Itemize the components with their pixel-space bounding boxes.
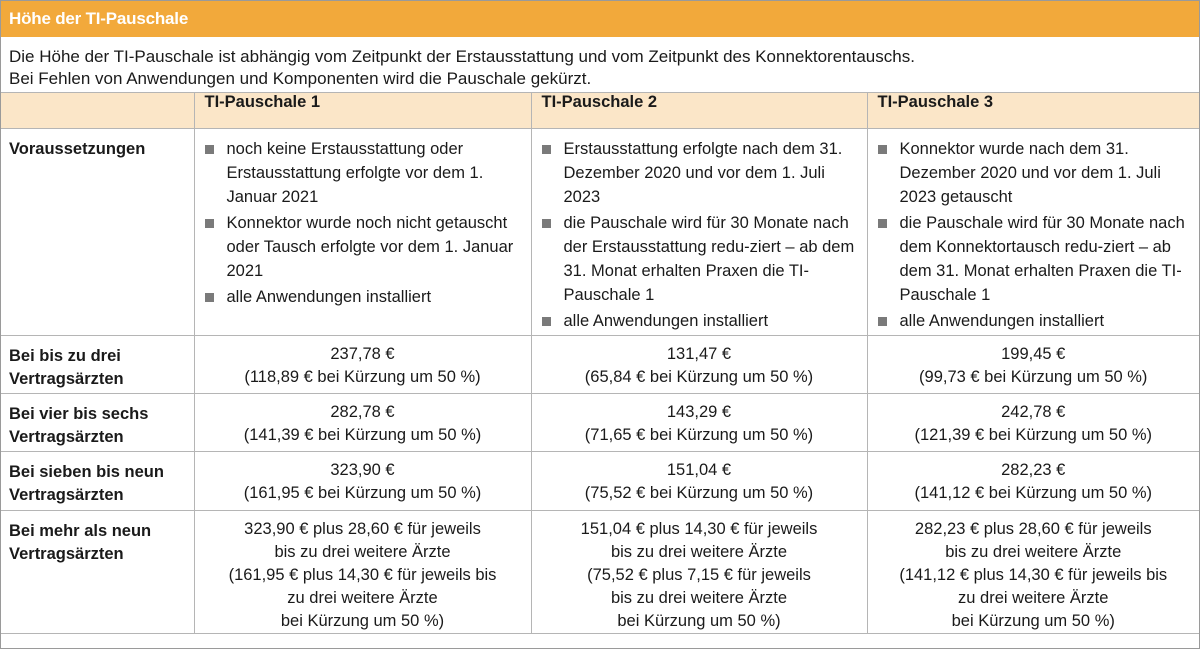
list-item: alle Anwendungen installiert	[542, 309, 861, 333]
column-header: TI-Pauschale 3	[867, 93, 1199, 129]
amount-cell: 237,78 € (118,89 € bei Kürzung um 50 %)	[194, 336, 531, 394]
intro-line: Die Höhe der TI-Pauschale ist abhängig vom Zeitpunkt der Erstausstattung und vom Zeitpunkt des Konnektorentauschs.	[9, 47, 915, 66]
amount-cell: 151,04 € (75,52 € bei Kürzung um 50 %)	[531, 452, 867, 511]
list-item: die Pauschale wird für 30 Monate nach dem Konnektortausch redu-ziert – ab dem 31. Monat erhalten Praxen die TI-Pauschale 1	[878, 211, 1194, 307]
column-header: TI-Pauschale 1	[194, 93, 531, 129]
requirements-cell	[867, 129, 1199, 336]
column-header: TI-Pauschale 2	[531, 93, 867, 129]
list-item: noch keine Erstausstattung oder Erstausstattung erfolgte vor dem 1. Januar 2021	[205, 137, 525, 209]
amount-cell: 282,78 € (141,39 € bei Kürzung um 50 %)	[194, 394, 531, 452]
header-corner	[1, 93, 194, 129]
requirements-cell	[194, 129, 531, 336]
table-row	[1, 511, 1199, 634]
list-item: Konnektor wurde nach dem 31. Dezember 2020 und vor dem 1. Juli 2023 getauscht	[878, 137, 1194, 209]
square-bullet-icon	[205, 293, 214, 302]
amount-cell: 323,90 € plus 28,60 € für jeweils bis zu drei weitere Ärzte (161,95 € plus 14,30 € für jeweils bis zu drei weitere Ärzte bei Kürzung um 50 %)	[194, 511, 531, 634]
row-label: Bei bis zu drei Vertragsärzten	[1, 336, 194, 394]
amount-cell: 323,90 € (161,95 € bei Kürzung um 50 %)	[194, 452, 531, 511]
square-bullet-icon	[542, 145, 551, 154]
table-row	[1, 336, 1199, 394]
pauschale-table	[1, 93, 1199, 634]
amount-cell: 131,47 € (65,84 € bei Kürzung um 50 %)	[531, 336, 867, 394]
list-item: die Pauschale wird für 30 Monate nach der Erstausstattung redu-ziert – ab dem 31. Monat erhalten Praxen die TI-Pauschale 1	[542, 211, 861, 307]
amount-cell: 143,29 € (71,65 € bei Kürzung um 50 %)	[531, 394, 867, 452]
intro-line: Bei Fehlen von Anwendungen und Komponenten wird die Pauschale gekürzt.	[9, 69, 592, 88]
row-label: Bei vier bis sechs Vertragsärzten	[1, 394, 194, 452]
list-item: Erstausstattung erfolgte nach dem 31. Dezember 2020 und vor dem 1. Juli 2023	[542, 137, 861, 209]
square-bullet-icon	[542, 317, 551, 326]
row-label: Bei sieben bis neun Vertragsärzten	[1, 452, 194, 511]
square-bullet-icon	[205, 145, 214, 154]
list-item: alle Anwendungen installiert	[205, 285, 525, 309]
square-bullet-icon	[205, 219, 214, 228]
square-bullet-icon	[878, 219, 887, 228]
amount-cell: 151,04 € plus 14,30 € für jeweils bis zu drei weitere Ärzte (75,52 € plus 7,15 € für jeweils bis zu drei weitere Ärzte bei Kürzung um 50 %)	[531, 511, 867, 634]
table-title: Höhe der TI-Pauschale	[1, 1, 1199, 37]
requirements-row	[1, 129, 1199, 336]
amount-cell: 282,23 € (141,12 € bei Kürzung um 50 %)	[867, 452, 1199, 511]
amount-cell: 242,78 € (121,39 € bei Kürzung um 50 %)	[867, 394, 1199, 452]
header-row	[1, 93, 1199, 129]
intro-text	[1, 37, 1199, 93]
amount-cell: 282,23 € plus 28,60 € für jeweils bis zu drei weitere Ärzte (141,12 € plus 14,30 € für jeweils bis zu drei weitere Ärzte bei Kürzung um 50 %)	[867, 511, 1199, 634]
list-item: Konnektor wurde noch nicht getauscht oder Tausch erfolgte vor dem 1. Januar 2021	[205, 211, 525, 283]
list-item: alle Anwendungen installiert	[878, 309, 1194, 333]
row-label: Bei mehr als neun Vertragsärzten	[1, 511, 194, 634]
table-row	[1, 394, 1199, 452]
square-bullet-icon	[878, 317, 887, 326]
square-bullet-icon	[878, 145, 887, 154]
requirements-cell	[531, 129, 867, 336]
row-label: Voraussetzungen	[1, 129, 194, 336]
square-bullet-icon	[542, 219, 551, 228]
amount-cell: 199,45 € (99,73 € bei Kürzung um 50 %)	[867, 336, 1199, 394]
table-row	[1, 452, 1199, 511]
